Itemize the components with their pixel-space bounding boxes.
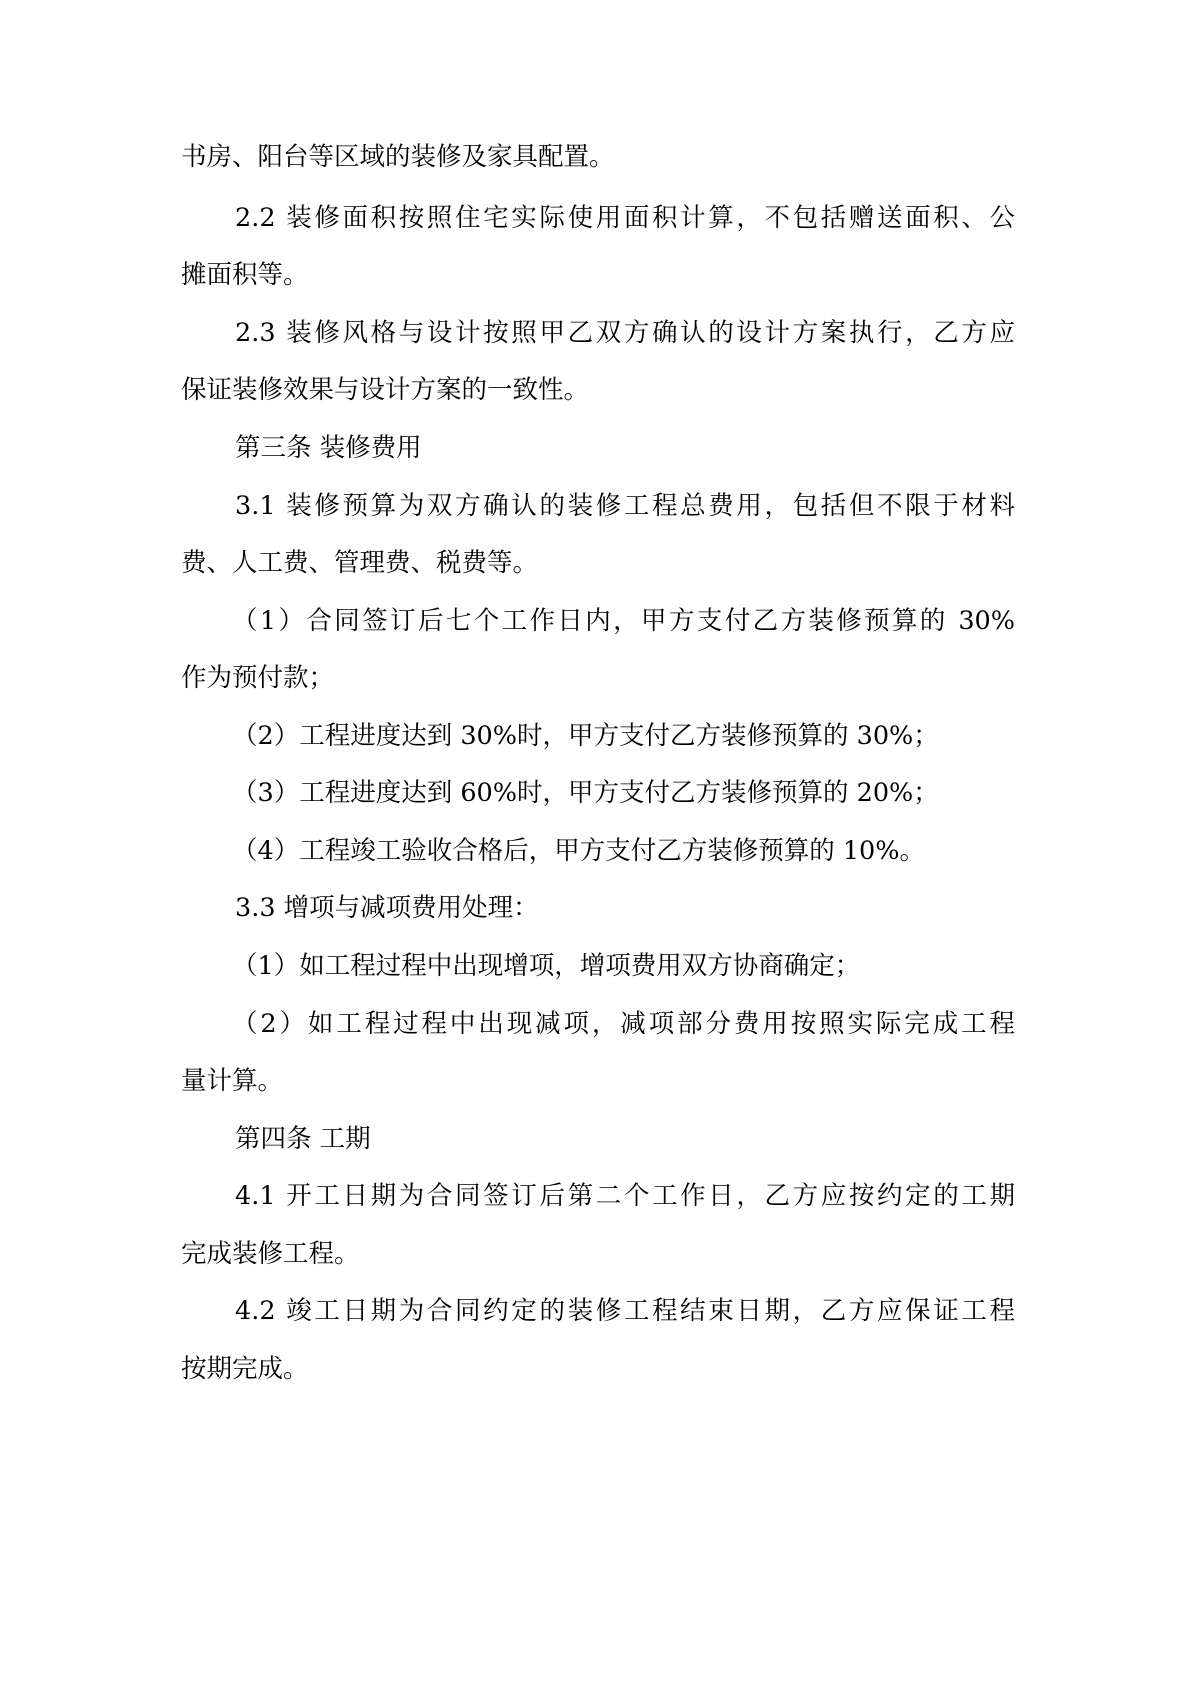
paragraph-line: 保证装修效果与设计方案的一致性。	[181, 375, 590, 405]
paragraph-line: 3.1 装修预算为双方确认的装修工程总费用，包括但不限于材料	[235, 491, 1015, 521]
paragraph-line: 费、人工费、管理费、税费等。	[181, 548, 539, 578]
paragraph-line: 4.2 竣工日期为合同约定的装修工程结束日期，乙方应保证工程	[235, 1296, 1015, 1326]
list-item-line: （1）合同签订后七个工作日内，甲方支付乙方装修预算的 30%	[232, 606, 1015, 636]
list-item-line: 作为预付款；	[181, 663, 335, 693]
paragraph-line: 摊面积等。	[181, 260, 309, 290]
paragraph-line: 书房、阳台等区域的装修及家具配置。	[181, 142, 615, 172]
section-heading: 第三条 装修费用	[235, 433, 422, 463]
paragraph-line: 4.1 开工日期为合同签订后第二个工作日，乙方应按约定的工期	[235, 1181, 1015, 1211]
list-item: （1）如工程过程中出现增项，增项费用双方协商确定；	[232, 951, 861, 981]
list-item-line: （2）如工程过程中出现减项，减项部分费用按照实际完成工程	[232, 1009, 1015, 1039]
paragraph-line: 3.3 增项与减项费用处理：	[235, 893, 539, 923]
list-item: （3）工程进度达到 60%时，甲方支付乙方装修预算的 20%；	[232, 778, 939, 808]
paragraph-line: 2.2 装修面积按照住宅实际使用面积计算，不包括赠送面积、公	[235, 203, 1015, 233]
paragraph-line: 2.3 装修风格与设计按照甲乙双方确认的设计方案执行，乙方应	[235, 318, 1015, 348]
paragraph-line: 完成装修工程。	[181, 1239, 360, 1269]
list-item: （2）工程进度达到 30%时，甲方支付乙方装修预算的 30%；	[232, 721, 939, 751]
list-item-line: 量计算。	[181, 1066, 284, 1096]
section-heading: 第四条 工期	[235, 1124, 371, 1154]
list-item: （4）工程竣工验收合格后，甲方支付乙方装修预算的 10%。	[232, 836, 926, 866]
paragraph-line: 按期完成。	[181, 1354, 309, 1384]
